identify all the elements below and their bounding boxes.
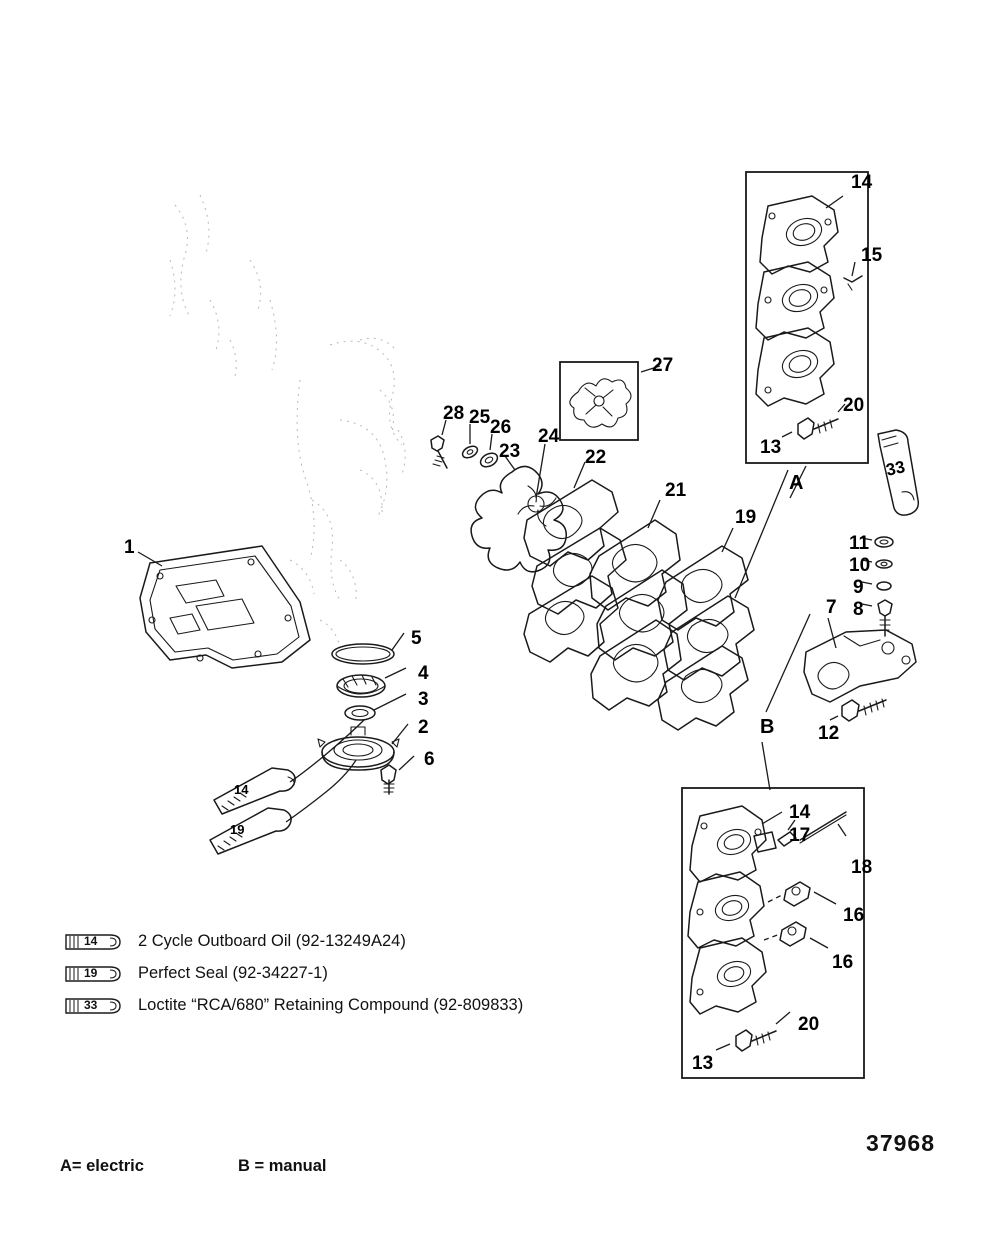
callout-19: 19	[735, 507, 757, 528]
callout-23: 23	[499, 441, 521, 462]
callout-6: 6	[424, 749, 435, 770]
callout-28: 28	[443, 403, 465, 424]
callout-17: 17	[789, 825, 811, 846]
legend-tube-number: 19	[84, 966, 98, 980]
callout-10: 10	[849, 555, 871, 576]
part-28-screw	[431, 420, 447, 468]
part-27-inset-box	[560, 362, 660, 440]
legend-item-33	[64, 992, 523, 1018]
callout-20-upper: 20	[843, 395, 865, 416]
callout-26: 26	[490, 417, 512, 438]
legend-label-33: Loctite “RCA/680” Retaining Compound (92-809833)	[138, 995, 524, 1014]
callout-33: 33	[884, 457, 907, 480]
callout-11: 11	[849, 533, 870, 554]
section-marker-b: B	[760, 716, 775, 738]
part-8-screw	[862, 600, 892, 636]
callout-5: 5	[411, 628, 422, 649]
legend-item-19	[64, 960, 328, 986]
callout-9: 9	[853, 577, 864, 598]
part-22-24-reed-blocks	[524, 444, 626, 662]
part-5-o-ring	[332, 633, 404, 664]
inset-box-a	[746, 172, 868, 463]
section-marker-a: A	[789, 472, 804, 494]
part-6-bolt	[381, 756, 414, 794]
part-7-bracket	[804, 618, 916, 702]
tube-tag-14	[214, 720, 364, 814]
callout-24: 24	[538, 426, 560, 447]
callout-16-b: 16	[832, 952, 854, 973]
part-25-washer	[461, 424, 480, 460]
footer-note-manual: B = manual	[238, 1157, 327, 1175]
callout-8: 8	[853, 599, 864, 620]
ghost-engine-outline	[170, 195, 405, 648]
callout-18: 18	[851, 857, 873, 878]
callout-13-upper: 13	[760, 437, 782, 458]
callout-2: 2	[418, 717, 429, 738]
callout-3: 3	[418, 689, 429, 710]
part-3-washer	[345, 694, 406, 720]
callout-4: 4	[418, 663, 429, 684]
part-1-adaptor-plate	[138, 546, 310, 668]
footer-note-electric: A= electric	[60, 1157, 144, 1175]
callout-12: 12	[818, 723, 840, 744]
callout-27: 27	[652, 355, 674, 376]
section-b-leaders	[762, 614, 810, 790]
part-4-seal	[337, 668, 406, 697]
part-2-end-cap	[318, 724, 408, 770]
part-12-bolt	[830, 699, 886, 721]
legend-item-14	[64, 928, 406, 954]
legend-tube-number: 14	[84, 934, 98, 948]
legend-tube-number: 33	[84, 998, 98, 1012]
tube-tag-number-14: 14	[234, 782, 249, 797]
part-21-reed-block	[590, 500, 687, 710]
callout-22: 22	[585, 447, 607, 468]
tube-icon	[64, 963, 124, 983]
legend-label-14: 2 Cycle Outboard Oil (92-13249A24)	[138, 931, 406, 950]
tube-icon	[64, 995, 124, 1015]
part-19-gaskets	[658, 528, 754, 730]
tube-tag-number-19: 19	[230, 822, 245, 837]
callout-14-upper: 14	[851, 172, 873, 193]
inset-box-b	[682, 788, 864, 1078]
part-23-reed-stop	[471, 456, 566, 572]
callout-13-lower: 13	[692, 1053, 714, 1074]
callout-15: 15	[861, 245, 883, 266]
callout-21: 21	[665, 480, 687, 501]
part-26-washer	[478, 434, 500, 470]
callout-20-lower: 20	[798, 1014, 820, 1035]
callout-16-a: 16	[843, 905, 865, 926]
tube-icon	[64, 931, 124, 951]
tube-tag-19	[210, 760, 356, 854]
drawing-number: 37968	[866, 1130, 935, 1156]
callout-25: 25	[469, 407, 491, 428]
legend-label-19: Perfect Seal (92-34227-1)	[138, 963, 328, 982]
callout-7: 7	[826, 597, 837, 618]
part-9-washer	[862, 582, 891, 590]
callout-14-lower: 14	[789, 802, 811, 823]
callout-1: 1	[124, 537, 135, 558]
